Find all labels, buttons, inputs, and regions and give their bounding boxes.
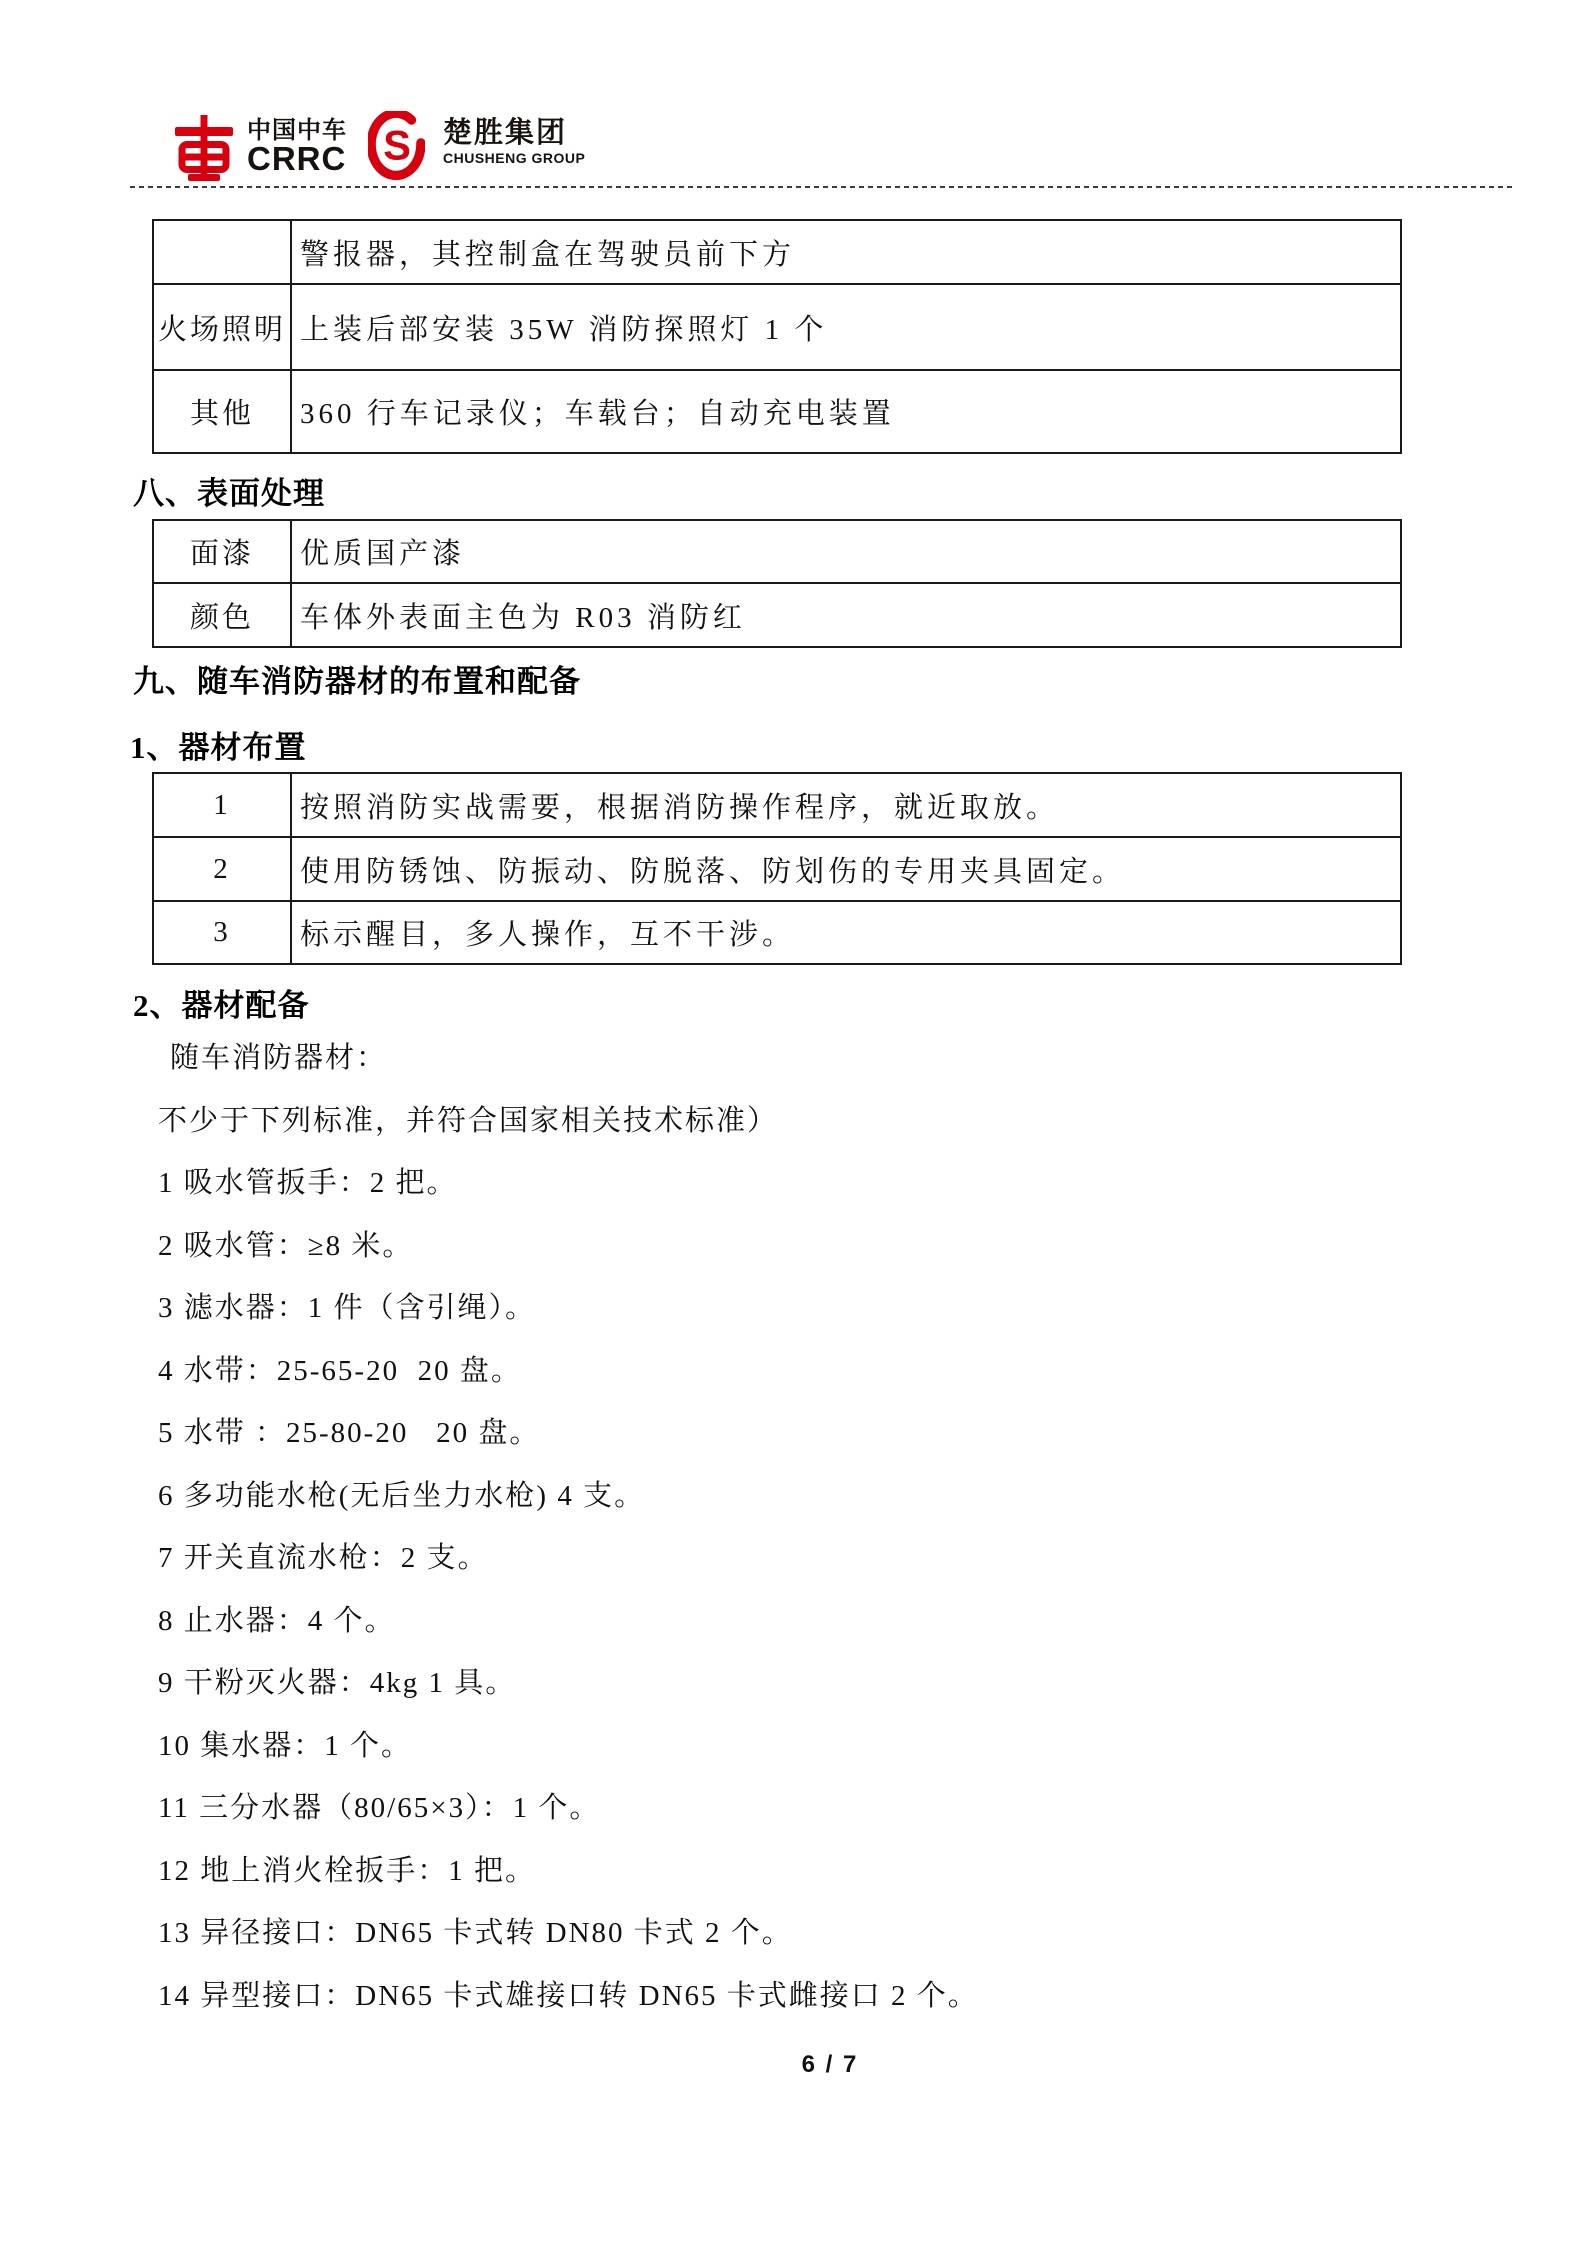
equipment-table bbox=[152, 219, 1402, 454]
table-row bbox=[153, 901, 1401, 964]
chusheng-chinese-name: 楚胜集团 bbox=[443, 117, 568, 149]
table-cell-label: 1 bbox=[153, 773, 291, 837]
table-cell-label: 面漆 bbox=[153, 520, 291, 583]
crrc-chinese-name: 中国中车 bbox=[247, 117, 347, 144]
list-item: 12 地上消火栓扳手：1 把。 bbox=[158, 1854, 537, 1887]
table-cell-label: 3 bbox=[153, 901, 291, 964]
table-row bbox=[153, 520, 1401, 583]
provision-list bbox=[158, 1027, 1478, 2027]
page-number: 6 / 7 bbox=[801, 2051, 859, 2078]
crrc-english-name: CRRC bbox=[247, 140, 347, 177]
table-row bbox=[153, 370, 1401, 453]
table-cell-label: 火场照明 bbox=[153, 284, 291, 370]
arrangement-table bbox=[152, 772, 1402, 965]
list-item: 4 水带：25-65-20 20 盘。 bbox=[158, 1354, 522, 1387]
surface-table bbox=[152, 519, 1402, 648]
table-row bbox=[153, 583, 1401, 647]
table-cell-value: 车体外表面主色为 R03 消防红 bbox=[291, 583, 1401, 647]
table-cell-value: 按照消防实战需要，根据消防操作程序，就近取放。 bbox=[291, 773, 1401, 837]
table-row bbox=[153, 837, 1401, 901]
table-row bbox=[153, 284, 1401, 370]
list-item: 14 异型接口：DN65 卡式雄接口转 DN65 卡式雌接口 2 个。 bbox=[158, 1979, 979, 2012]
list-item: 2 吸水管：≥8 米。 bbox=[158, 1229, 414, 1262]
table-cell-value: 使用防锈蚀、防振动、防脱落、防划伤的专用夹具固定。 bbox=[291, 837, 1401, 901]
section-9-2-title: 2、器材配备 bbox=[133, 988, 310, 1023]
list-item: 3 滤水器：1 件（含引绳）。 bbox=[158, 1292, 537, 1324]
list-item: 10 集水器：1 个。 bbox=[158, 1729, 413, 1762]
chusheng-logo-icon bbox=[368, 111, 425, 182]
section-8-title: 八、表面处理 bbox=[133, 476, 325, 511]
table-cell-value: 上装后部安装 35W 消防探照灯 1 个 bbox=[291, 284, 1401, 370]
section-9-1-title: 1、器材布置 bbox=[130, 730, 307, 765]
table-cell-value: 360 行车记录仪；车载台；自动充电装置 bbox=[291, 370, 1401, 453]
list-item: 11 三分水器（80/65×3）：1 个。 bbox=[158, 1792, 601, 1824]
chusheng-english-name: CHUSHENG GROUP bbox=[443, 150, 586, 166]
crrc-logo-icon bbox=[175, 114, 233, 182]
table-row bbox=[153, 220, 1401, 284]
list-item: 13 异径接口：DN65 卡式转 DN80 卡式 2 个。 bbox=[158, 1917, 793, 1949]
table-cell-value: 警报器，其控制盒在驾驶员前下方 bbox=[291, 220, 1401, 284]
chusheng-wordmark bbox=[443, 117, 703, 167]
table-cell-value: 标示醒目，多人操作，互不干涉。 bbox=[291, 901, 1401, 964]
list-item: 1 吸水管扳手：2 把。 bbox=[158, 1167, 458, 1199]
table-cell-label: 2 bbox=[153, 837, 291, 901]
table-cell-label bbox=[153, 220, 291, 284]
crrc-wordmark bbox=[247, 118, 387, 175]
list-item: 6 多功能水枪(无后坐力水枪) 4 支。 bbox=[158, 1479, 646, 1512]
table-row bbox=[153, 773, 1401, 837]
table-cell-label: 颜色 bbox=[153, 583, 291, 647]
table-cell-label: 其他 bbox=[153, 370, 291, 453]
list-item: 随车消防器材： bbox=[170, 1042, 388, 1074]
table-cell-value: 优质国产漆 bbox=[291, 520, 1401, 583]
list-item: 不少于下列标准，并符合国家相关技术标准） bbox=[158, 1104, 779, 1137]
list-item: 8 止水器：4 个。 bbox=[158, 1604, 396, 1637]
list-item: 9 干粉灭火器：4kg 1 具。 bbox=[158, 1667, 517, 1699]
section-9-title: 九、随车消防器材的布置和配备 bbox=[133, 664, 581, 699]
list-item: 5 水带 ：25-80-20 20 盘。 bbox=[158, 1417, 541, 1449]
svg-text:S: S bbox=[383, 121, 411, 169]
list-item: 7 开关直流水枪：2 支。 bbox=[158, 1542, 489, 1574]
header-divider bbox=[130, 186, 1514, 188]
